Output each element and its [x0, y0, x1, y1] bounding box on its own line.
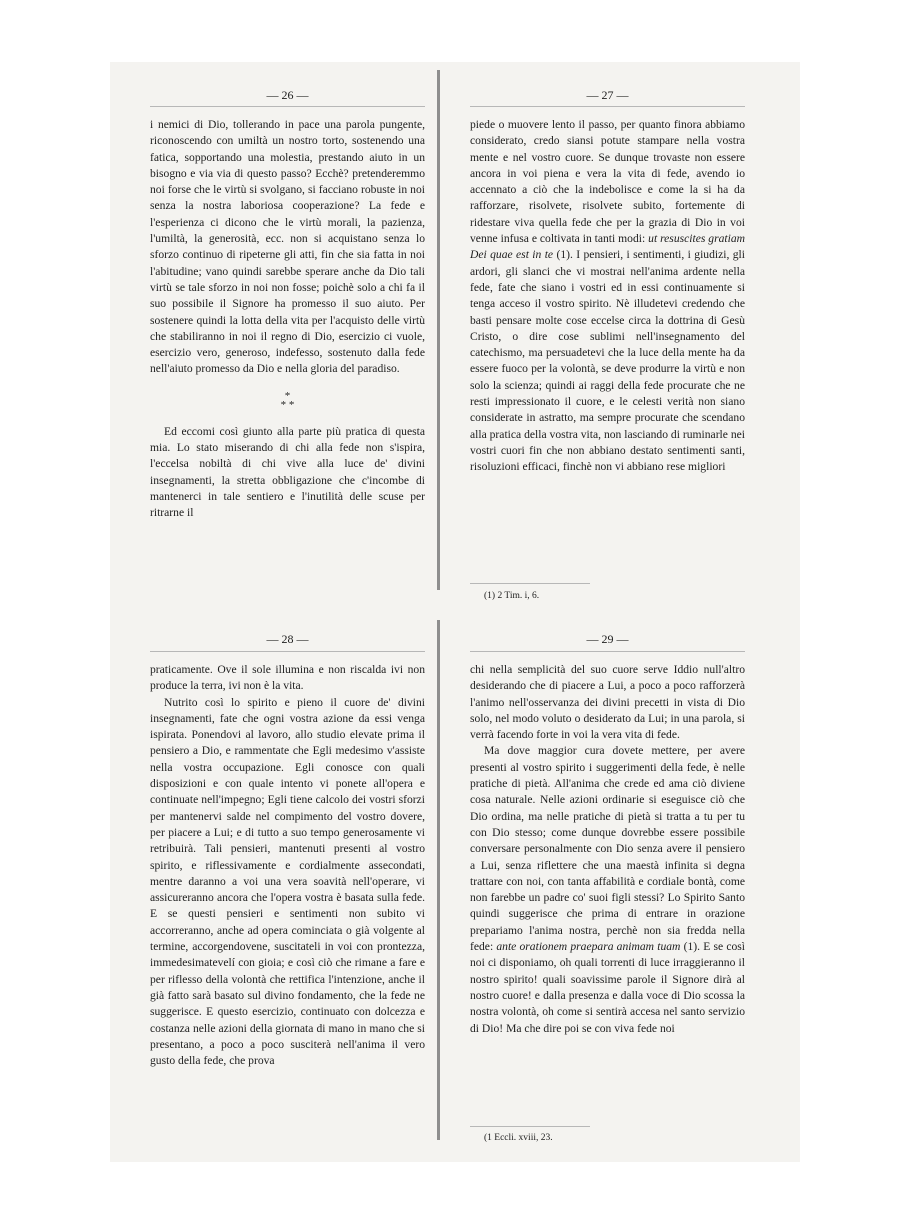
- header-rule: [470, 651, 745, 652]
- header-rule: [470, 106, 745, 107]
- page-29-text: [470, 662, 745, 1037]
- paragraph: Nutrito così lo spirito e pieno il cuore de' divini insegnamenti, fate che ogni vostra azione da essi venga ispirata. Ponendovi al lavoro, allo studio elevate prima il pensiero a Dio, e rammentate che Egli medesimo v'assiste nella vostra occupazione. Egli conosce con quali disposizioni e con quale intento vi ponete all'opera e continuate nell'impegno; Egli tiene calcolo dei vostri sforzi per mantenervi salde nel compimento del vostro dovere, per piacere a Lui; e di tutto a suo tempo generosamente vi retribuirà. Tali pensieri, mantenuti presenti al vostro spirito, e riflessivamente e cordialmente assecondati, mentre daranno a voi una vera soavità nell'operare, vi assicureranno ancora che l'opera vostra è basata sulla fede. E se questi pensieri e sentimenti non subito vi accorreranno, anche ad opera cominciata o già volgente al termine, accorgendovene, suscitateli in voi con prontezza, immedesimatevelí con gioia; e così ciò che rimane a fare e per riflesso della volontà che rettifica l'intenzione, anche il già fatto sarà basato sul divino fondamento, che la fede ne suggerisce. E questo esercizio, continuato con dolcezza e costanza nelle azioni della giornata di mano in mano che si presentano, a poco a poco susciterà nell'anima il vero gusto della fede, che prova: [150, 695, 425, 1068]
- footnote: (1 Eccli. xviii, 23.: [484, 1133, 553, 1143]
- gutter-line-top: [437, 70, 440, 590]
- page-number: — 26 —: [266, 88, 309, 102]
- footnote-rule: [470, 1126, 590, 1127]
- section-separator: * * *: [280, 389, 295, 411]
- page-number: — 27 —: [586, 88, 629, 102]
- paragraph: praticamente. Ove il sole illumina e non riscalda ivi non produce la terra, ivi non è la vita.: [150, 663, 425, 693]
- latin-quote: ante orationem praepara animam tuam: [496, 940, 681, 954]
- paragraph: Ed eccomi così giunto alla parte più pratica di questa mia. Lo stato miserando di chi alla fede non s'ispira, l'eccelsa nobiltà di chi vive alla luce de' divini insegnamenti, la stretta obbligazione che c'incombe di mantenerci in tale sentiero e l'inutilità delle scuse per ritrarne il: [150, 424, 425, 520]
- header-rule: [150, 106, 425, 107]
- page-27-text: [470, 117, 745, 476]
- paragraph: piede o muovere lento il passo, per quanto finora abbiamo considerato, credo siansi potute stampare nella vostra mente e nel vostro cuore. Se dunque trovaste non essere ancora in voi piena e vera la vita di fede, avendo io accennato a ciò che la indebolisce e come la si ha da rafforzare, risolvete, risolvete subito, fortemente di ridestare viva quella fede che per la grazia di Dio in voi venne infusa e coltivata in tanti modi: ut resuscites gratiam Dei quae est in te (1). I pensieri, i sentimenti, i giudizi, gli ardori, gli slanci che vi mostrai nell'anima ardente nella fede, fate che siano i vostri ed in essi continuamente si tenga acceso il vostro spirito. Nè illudetevi credendo che basti pensare molte cose eccelse circa la dottrina di Gesù Cristo, o dire cose sublimi nell'insegnamento del catechismo, ma persuadetevi che la luce della mente ha da essere fuoco per la volontà, se deve produrre la virtù e non solo la scienza; quindi ai raggi della fede procurate che ne resti impressionato il cuore, e le celesti verità non siano considerate in astratto, ma sempre procurate che scendano alla pratica della vostra vita, non lasciando di ruminarle nei vostri cuori fin che non abbiano destato sentimenti santi, risoluzioni efficaci, finchè non vi abbiano rese migliori: [470, 118, 746, 474]
- paragraph: chi nella semplicità del suo cuore serve Iddio null'altro desiderando che di piacere a Lui, a poco a poco rafforzerà l'animo nell'osservanza dei divini precetti in vista di Dio solo, nel modo voluto o desiderato da Lui; in una parola, si verrà facendo forte in voi la vera vita di fede.: [470, 663, 745, 742]
- header-rule: [150, 651, 425, 652]
- footnote-rule: [470, 583, 590, 584]
- paragraph: Ma dove maggior cura dovete mettere, per avere presenti al vostro spirito i suggerimenti della fede, è nelle pratiche di pietà. All'anima che crede ed ama ciò diviene cosa naturale. Nelle azioni ordinarie si eseguisce ciò che Dio ordina, ma nelle pratiche di pietà si tratta a tu per tu con Dio stesso; come dunque dovrebbe essere possibile conversare personalmente con Dio senza avere il pensiero a Lui, senza riflettere che una maestà infinita si degna trattare con noi, con tanta affabilità e cordiale bontà, come non farebbe un padre co' suoi figli stessi? Lo Spirito Santo quindi suggerisce che prima di entrare in orazione prepariamo l'anima nostra, perchè non sia fredda nella fede: ante orationem praepara animam tuam (1). E se così noi ci disponiamo, oh quali torrenti di luce irraggieranno il nostro spirito! quali soavissime parole il Signore dirà al nostro cuore! e dalla presenza e dalla voce di Dio scossa la nostra volontà, oh come si sentirà accesa nel santo servizio di Dio! Ma che dire poi se con viva fede noi: [470, 744, 745, 1035]
- footnote: (1) 2 Tim. i, 6.: [484, 591, 540, 601]
- page-28-text: [150, 662, 425, 1069]
- page-number: — 29 —: [586, 632, 629, 646]
- page-26-text: [150, 117, 425, 522]
- gutter-line-bottom: [437, 620, 440, 1140]
- paragraph: i nemici di Dio, tollerando in pace una parola pungente, riconoscendo con umiltà un nostro torto, sostenendo una fatica, sopportando una molestia, prestando aiuto in un bisogno e via via di questo passo? Ecchè? pretenderemmo noi forse che le virtù si svolgano, si facciano robuste in noi senza la nostra laboriosa cooperazione? La fede e l'esperienza ci dicono che le virtù morali, la pazienza, l'umiltà, la generosità, ecc. non si acquistano senza lo sforzo continuo di ripeterne gli atti, fin che sia fatta in noi l'abitudine; vano quindi sarebbe sperare anche da Dio tali virtù se tale sforzo in noi non fosse; poichè solo a chi fa il suo possibile il Signore ha promesso il suo aiuto. Per sostenere quindi la lotta della vita per l'acquisto delle virtù che stabiliranno in noi il regno di Dio, esercizio ci vuole, esercizio vero, generoso, indefesso, sostenuto dalla fede nell'aiuto promesso da Dio e nella gloria del paradiso.: [150, 118, 425, 376]
- page-number: — 28 —: [266, 632, 309, 646]
- latin-quote: ut resuscites gratiam Dei quae est in te: [470, 232, 746, 262]
